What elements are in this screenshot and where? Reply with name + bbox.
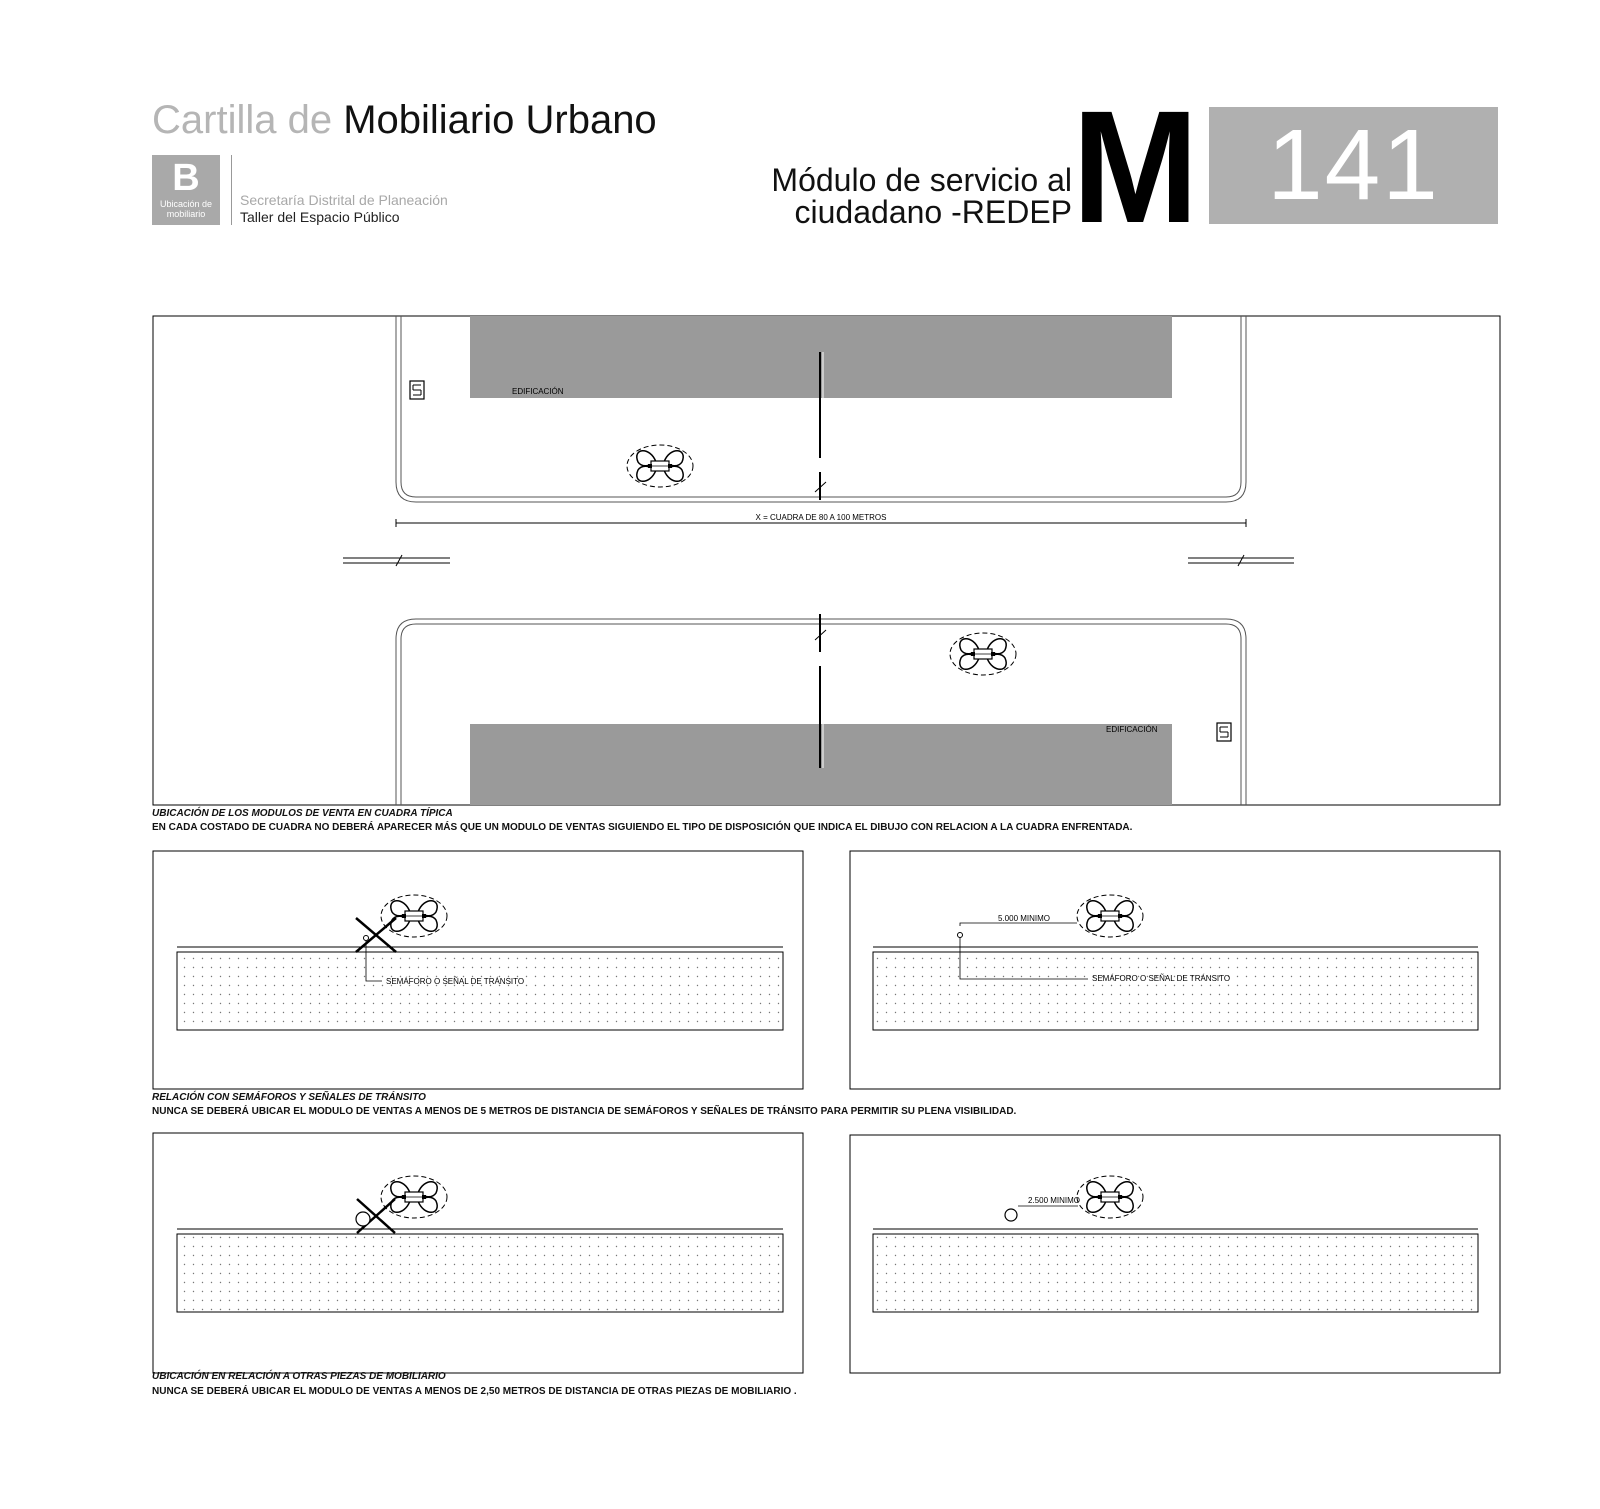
traffic-signal-icon — [364, 936, 369, 941]
furniture-caption-title: UBICACIÓN EN RELACIÓN A OTRAS PIEZAS DE MOBILIARIO — [152, 1371, 446, 1382]
plan-caption-body: EN CADA COSTADO DE CUADRA NO DEBERÁ APARECER MÁS QUE UN MODULO DE VENTAS SIGUIENDO EL TIPO DE DISPOSICIÓN QUE INDICA EL DIBUJO CON RELACION A LA CUADRA ENFRENTADA. — [152, 822, 1133, 833]
badge-label: Ubicación de mobiliario — [159, 199, 213, 219]
distance-label: 5.000 MINIMO — [998, 914, 1051, 923]
sidewalk-strip — [177, 1234, 783, 1312]
kiosk-module-icon — [627, 445, 693, 487]
distance-dimension — [960, 923, 1077, 926]
module-title-line1: Módulo de servicio al — [771, 162, 1072, 198]
kiosk-module-icon — [1077, 1176, 1143, 1218]
street-sign-icon — [1217, 723, 1231, 741]
furniture-caption-body: NUNCA SE DEBERÁ UBICAR EL MODULO DE VENTAS A MENOS DE 2,50 METROS DE DISTANCIA DE OTRAS PIEZAS DE MOBILIARIO . — [152, 1386, 797, 1397]
traffic-valid-panel — [850, 851, 1500, 1089]
kiosk-module-icon — [1077, 895, 1143, 937]
furniture-piece-icon — [356, 1212, 370, 1226]
traffic-signal-icon — [958, 933, 963, 938]
traffic-invalid-panel — [153, 851, 803, 1089]
sidewalk-strip — [873, 952, 1478, 1030]
sidewalk-strip — [177, 952, 783, 1030]
kiosk-module-icon — [950, 633, 1016, 675]
traffic-caption-body: NUNCA SE DEBERÁ UBICAR EL MODULO DE VENTAS A MENOS DE 5 METROS DE DISTANCIA DE SEMÁFOROS Y SEÑALES DE TRÁNSITO PARA PERMITIR SU PLENA VISIBILIDAD. — [152, 1106, 1017, 1117]
block-plan-drawing — [153, 316, 1500, 805]
furniture-valid-panel — [850, 1135, 1500, 1373]
building-label-bottom: EDIFICACIÓN — [1106, 725, 1158, 734]
brand-title-light: Cartilla de — [152, 98, 344, 142]
street-sign-icon — [410, 381, 424, 399]
kiosk-module-icon — [381, 1176, 447, 1218]
traffic-caption-title: RELACIÓN CON SEMÁFOROS Y SEÑALES DE TRÁNSITO — [152, 1092, 426, 1103]
module-title-line2: ciudadano -REDEP — [794, 194, 1072, 230]
sheet-number: 141 — [1267, 109, 1440, 221]
signal-label: SEMÁFORO O SEÑAL DE TRÁNSITO — [1092, 974, 1231, 983]
badge-letter: B — [172, 157, 200, 199]
plan-caption-title: UBICACIÓN DE LOS MODULOS DE VENTA EN CUADRA TÍPICA — [152, 808, 453, 819]
department-name: Secretaría Distrital de Planeación — [240, 192, 448, 208]
distance-label: 2.500 MINIMO — [1028, 1196, 1081, 1205]
furniture-piece-icon — [1005, 1209, 1017, 1221]
workshop-name: Taller del Espacio Público — [240, 209, 400, 225]
building-label-top: EDIFICACIÓN — [512, 387, 564, 396]
signal-label: SEMÁFORO O SEÑAL DE TRÁNSITO — [386, 977, 525, 986]
kiosk-module-icon — [381, 895, 447, 937]
sidewalk-strip — [873, 1234, 1478, 1312]
brand-title-bold: Mobiliario Urbano — [343, 98, 657, 142]
furniture-invalid-panel — [153, 1133, 803, 1373]
dimension-label: X = CUADRA DE 80 A 100 METROS — [755, 513, 887, 522]
category-letter: M — [1072, 77, 1199, 256]
